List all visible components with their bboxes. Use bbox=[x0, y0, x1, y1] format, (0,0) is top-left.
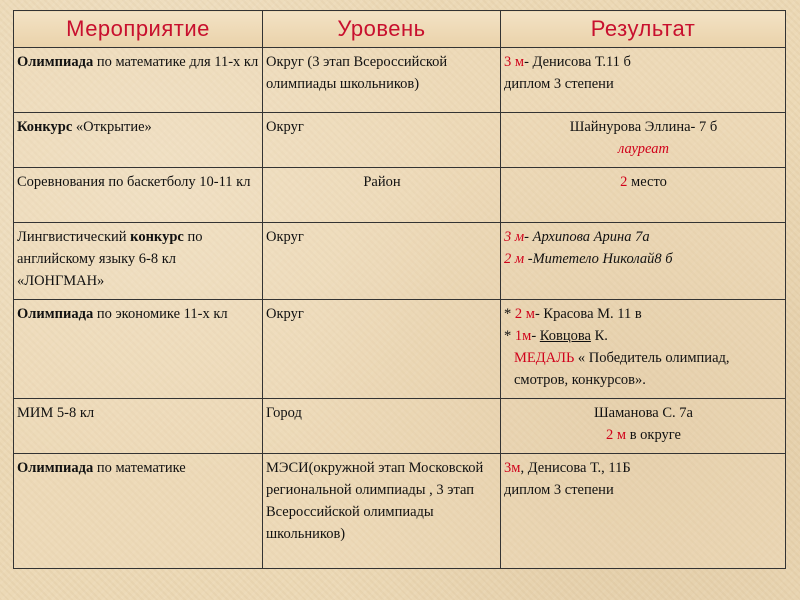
table-row bbox=[14, 48, 786, 113]
event-cell: Соревнования по баскетболу 10-11 кл bbox=[14, 168, 263, 223]
event-cell: Лингвистический конкурс по английскому языку 6-8 кл «ЛОНГМАН» bbox=[14, 223, 263, 300]
result-cell: 3м, Денисова Т., 11Б диплом 3 степени bbox=[501, 454, 786, 569]
event-cell: Олимпиада по экономике 11-х кл bbox=[14, 300, 263, 399]
level-cell: МЭСИ(окружной этап Московской региональной олимпиады , 3 этап Всероссийской олимпиады школьников) bbox=[263, 454, 501, 569]
event-cell: Олимпиада по математике для 11-х кл bbox=[14, 48, 263, 113]
event-cell: Конкурс «Открытие» bbox=[14, 113, 263, 168]
result-cell: 2 место bbox=[501, 168, 786, 223]
result-cell: Шайнурова Эллина- 7 б лауреат bbox=[501, 113, 786, 168]
header-event: Мероприятие bbox=[14, 11, 263, 48]
result-cell: Шаманова С. 7а 2 м в округе bbox=[501, 399, 786, 454]
table-header-row bbox=[14, 11, 786, 48]
header-level: Уровень bbox=[263, 11, 501, 48]
table-row bbox=[14, 399, 786, 454]
results-table bbox=[13, 10, 786, 569]
result-cell: * 2 м- Красова М. 11 в * 1м- Ковцова К. МЕДАЛЬ « Победитель олимпиад, смотров, конкурсов». bbox=[501, 300, 786, 399]
level-cell: Округ (3 этап Всероссийской олимпиады школьников) bbox=[263, 48, 501, 113]
level-cell: Округ bbox=[263, 113, 501, 168]
header-result: Результат bbox=[501, 11, 786, 48]
event-cell: МИМ 5-8 кл bbox=[14, 399, 263, 454]
table-row bbox=[14, 168, 786, 223]
results-table-container bbox=[13, 10, 785, 569]
level-cell: Город bbox=[263, 399, 501, 454]
result-cell: 3 м- Денисова Т.11 б диплом 3 степени bbox=[501, 48, 786, 113]
table-row bbox=[14, 454, 786, 569]
table-row bbox=[14, 300, 786, 399]
level-cell: Округ bbox=[263, 223, 501, 300]
level-cell: Округ bbox=[263, 300, 501, 399]
result-cell: 3 м- Архипова Арина 7а 2 м -Митетело Николай8 б bbox=[501, 223, 786, 300]
table-row bbox=[14, 223, 786, 300]
event-cell: Олимпиада по математике bbox=[14, 454, 263, 569]
level-cell: Район bbox=[263, 168, 501, 223]
table-row bbox=[14, 113, 786, 168]
